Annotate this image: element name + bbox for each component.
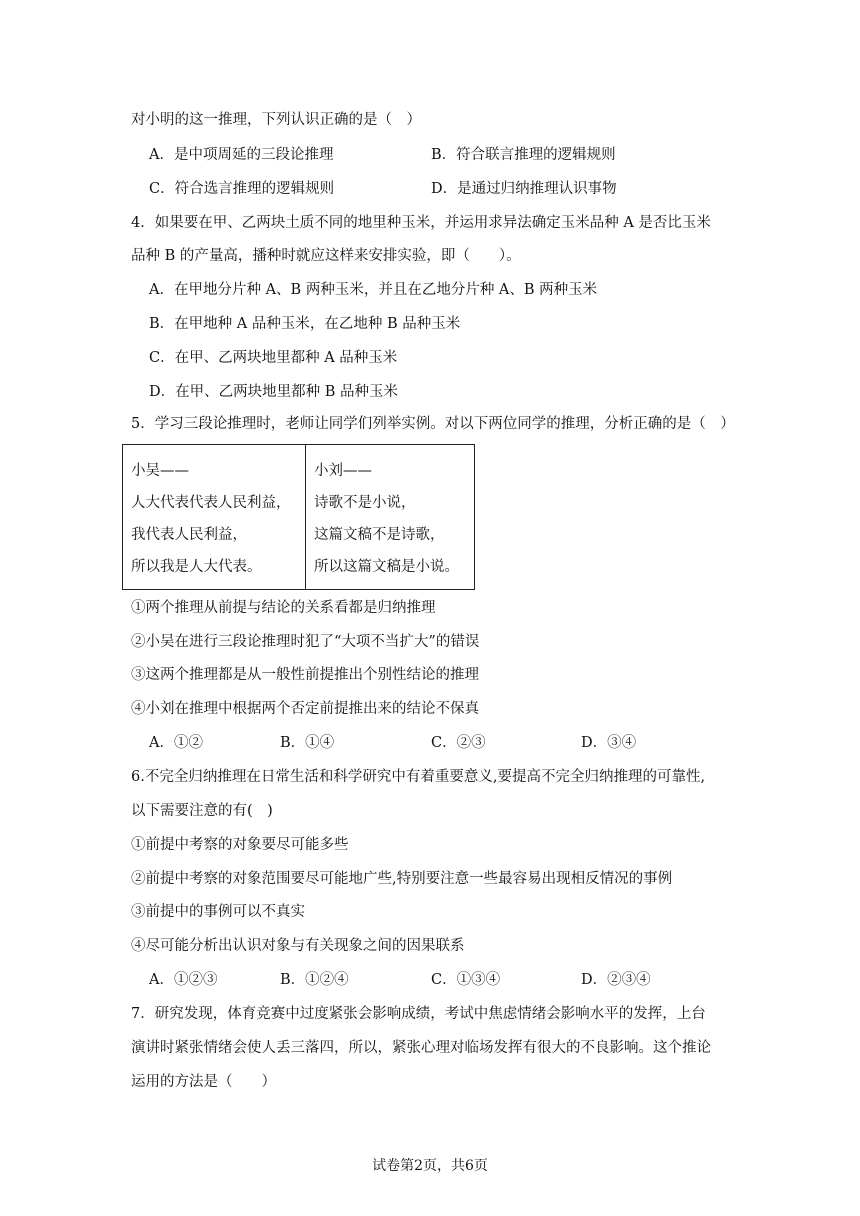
q5-table-right-line: 诗歌不是小说， — [314, 495, 416, 511]
q4-stem-line-1: 4．如果要在甲、乙两块土质不同的地里种玉米，并运用求异法确定玉米品种 A 是否比玉米 — [131, 215, 711, 231]
q6-statement-1: ①前提中考察的对象要尽可能多些 — [131, 837, 349, 853]
q3-option-d: D．是通过归纳推理认识事物 — [431, 181, 617, 197]
q5-option-b: B．①④ — [280, 735, 335, 751]
q7-stem-line-1: 7．研究发现，体育竞赛中过度紧张会影响成绩，考试中焦虑情绪会影响水平的发挥，上台 — [131, 1006, 706, 1022]
q6-option-d: D．②③④ — [581, 972, 651, 988]
q6-statement-2: ②前提中考察的对象范围要尽可能地广些,特别要注意一些最容易出现相反情况的事例 — [131, 871, 673, 887]
q6-stem-line-2: 以下需要注意的有( ) — [131, 803, 273, 819]
q5-table-left-line: 所以我是人大代表。 — [131, 559, 262, 575]
q4-option-b: B．在甲地种 A 品种玉米，在乙地种 B 品种玉米 — [149, 316, 461, 332]
q5-table-left-line: 小吴—— — [131, 463, 189, 479]
q6-statement-4: ④尽可能分析出认识对象与有关现象之间的因果联系 — [131, 938, 465, 954]
q5-stem: 5．学习三段论推理时，老师让同学们列举实例。对以下两位同学的推理，分析正确的是（ ） — [131, 416, 735, 432]
q3-stem: 对小明的这一推理，下列认识正确的是（ ） — [131, 112, 421, 128]
q5-table-right-line: 所以这篇文稿是小说。 — [314, 559, 459, 575]
q4-option-c: C．在甲、乙两块地里都种 A 品种玉米 — [149, 350, 398, 366]
q3-option-b: B．符合联言推理的逻辑规则 — [431, 147, 616, 163]
q5-statement-4: ④小刘在推理中根据两个否定前提推出来的结论不保真 — [131, 701, 479, 717]
q5-table-left-line: 我代表人民利益， — [131, 527, 247, 543]
q5-table-cell-xiaoliu — [306, 445, 475, 590]
q6-option-b: B．①②④ — [280, 972, 349, 988]
q5-table-left-line: 人大代表代表人民利益， — [131, 495, 291, 511]
q5-option-c: C．②③ — [431, 735, 486, 751]
q7-stem-line-2: 演讲时紧张情绪会使人丢三落四，所以，紧张心理对临场发挥有很大的不良影响。这个推论 — [131, 1040, 711, 1056]
q5-reasoning-table — [122, 444, 475, 590]
page-footer: 试卷第2页，共6页 — [372, 1158, 488, 1174]
q3-option-c: C．符合选言推理的逻辑规则 — [149, 181, 335, 197]
q5-option-d: D．③④ — [581, 735, 637, 751]
q6-option-c: C．①③④ — [431, 972, 501, 988]
q5-statement-2: ②小吴在进行三段论推理时犯了“大项不当扩大”的错误 — [131, 634, 480, 650]
q4-option-a: A．在甲地分片种 A、B 两种玉米，并且在乙地分片种 A、B 两种玉米 — [149, 282, 598, 298]
q4-option-d: D．在甲、乙两块地里都种 B 品种玉米 — [149, 384, 398, 400]
q7-stem-line-3: 运用的方法是（ ） — [131, 1074, 276, 1090]
q5-statement-1: ①两个推理从前提与结论的关系看都是归纳推理 — [131, 600, 436, 616]
q6-stem-line-1: 6.不完全归纳推理在日常生活和科学研究中有着重要意义,要提高不完全归纳推理的可靠性, — [131, 769, 706, 785]
q5-table-right-line: 小刘—— — [314, 463, 372, 479]
q6-option-a: A．①②③ — [149, 972, 218, 988]
q5-table-right-line: 这篇文稿不是诗歌， — [314, 527, 445, 543]
q5-table-cell-xiaowu — [123, 445, 306, 590]
q5-option-a: A．①② — [149, 735, 203, 751]
q4-stem-line-2: 品种 B 的产量高，播种时就应这样来安排实验，即（ ）。 — [131, 248, 521, 264]
q6-statement-3: ③前提中的事例可以不真实 — [131, 904, 305, 920]
q5-statement-3: ③这两个推理都是从一般性前提推出个别性结论的推理 — [131, 667, 479, 683]
q3-option-a: A．是中项周延的三段论推理 — [149, 147, 334, 163]
